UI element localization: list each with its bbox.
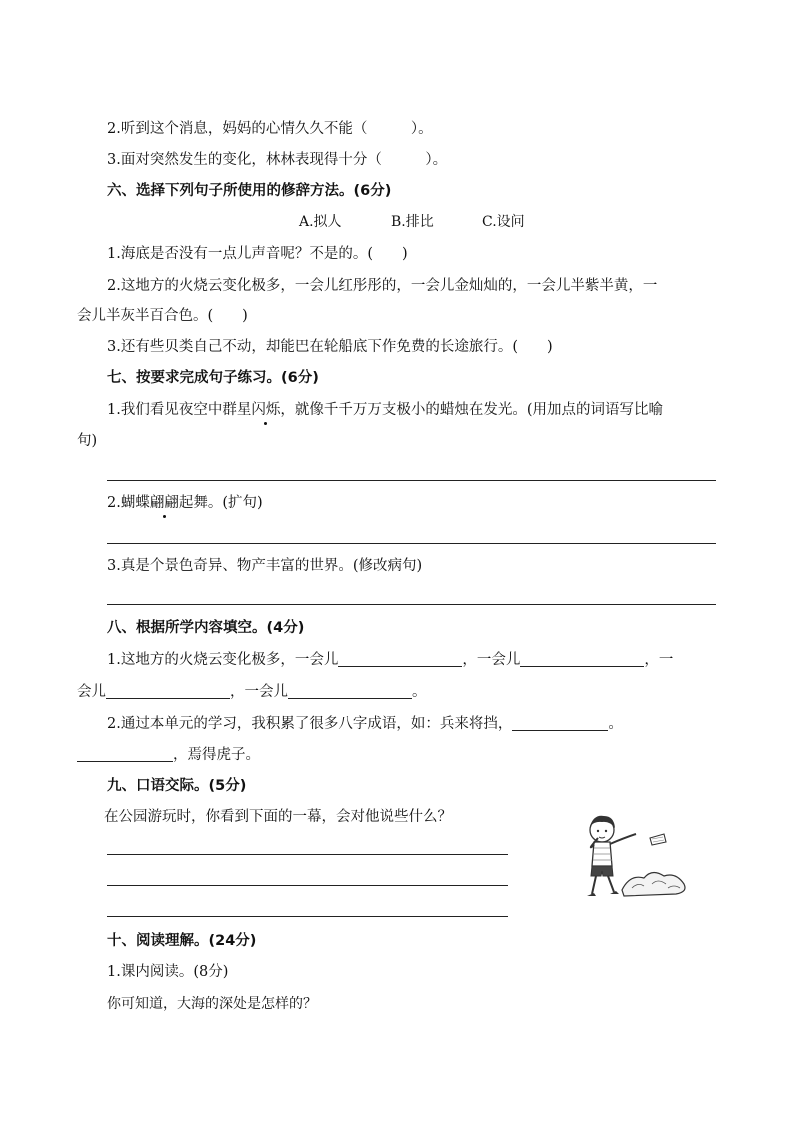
q8-1-text-c: ，一: [644, 652, 674, 668]
answer-line-7-2[interactable]: [107, 543, 716, 544]
section-9-prompt: 在公园游玩时，你看到下面的一幕，会对他说些什么？: [104, 809, 452, 825]
answer-line-9-2[interactable]: [107, 885, 508, 886]
q7-1-text-a: 1.我们看见夜空中群星: [107, 402, 252, 418]
question-8-1-line2: [77, 682, 427, 702]
question-5-3: 3.面对突然发生的变化，林林表现得十分（ ）。: [107, 152, 448, 168]
blank-8-1-b[interactable]: [520, 651, 644, 667]
q8-1-text-d: 会儿: [77, 684, 106, 700]
question-7-1-line2: 句): [77, 433, 98, 449]
blank-8-1-d[interactable]: [288, 683, 412, 699]
question-7-3: 3.真是个景色奇异、物产丰富的世界。(修改病句): [107, 558, 423, 574]
section-9-title: 九、口语交际。(5分): [107, 778, 247, 794]
q8-1-text-e: ，一会儿: [230, 684, 288, 700]
question-6-1: 1.海底是否没有一点儿声音呢？不是的。( ): [107, 246, 408, 262]
q8-1-text-b: ，一会儿: [462, 652, 521, 668]
section-6-title: 六、选择下列句子所使用的修辞方法。(6分): [107, 183, 392, 199]
blank-8-1-c[interactable]: [106, 683, 230, 699]
q7-2-text-b: 起舞。(扩句): [178, 495, 263, 511]
passage-first-line: 你可知道，大海的深处是怎样的？: [107, 996, 317, 1012]
question-8-1-line1: [107, 650, 673, 670]
blank-8-2-b[interactable]: [77, 746, 173, 762]
answer-line-9-3[interactable]: [107, 916, 508, 917]
boy-littering-illustration: [572, 808, 692, 908]
answer-line-7-3[interactable]: [107, 604, 716, 605]
blank-8-2-a[interactable]: [512, 715, 608, 731]
q7-1-text-b: ，就像千千万万支极小的蜡烛在发光。(用加点的词语写比喻: [280, 402, 663, 418]
q7-2-text-a: 2.蝴蝶: [107, 495, 150, 511]
question-8-2-line2: [77, 745, 260, 765]
question-7-2: [107, 493, 263, 513]
option-c: C.设问: [482, 214, 525, 230]
q8-2-text-a: 2.通过本单元的学习，我积累了很多八字成语，如：兵来将挡，: [107, 716, 513, 732]
question-6-2-line2: 会儿半灰半百合色。( ): [77, 308, 248, 324]
section-10-title: 十、阅读理解。(24分): [107, 933, 257, 949]
section-10-sub1: 1.课内阅读。(8分): [107, 964, 229, 980]
q8-1-text-f: 。: [412, 684, 427, 700]
question-8-2-line1: [107, 714, 623, 734]
question-6-2-line1: 2.这地方的火烧云变化极多，一会儿红彤彤的，一会儿金灿灿的，一会儿半紫半黄，一: [107, 278, 658, 294]
section-7-title: 七、按要求完成句子练习。(6分): [107, 370, 319, 386]
answer-line-7-1[interactable]: [107, 480, 716, 481]
dotted-word-shanshuo: 闪烁: [251, 402, 281, 418]
q8-2-text-c: ，焉得虎子。: [173, 747, 260, 763]
answer-line-9-1[interactable]: [107, 854, 508, 855]
question-5-2: 2.听到这个消息，妈妈的心情久久不能（ ）。: [107, 121, 433, 137]
dotted-word-pianpian: 翩翩: [149, 495, 179, 511]
option-b: B.排比: [391, 214, 434, 230]
question-7-1-line1: [107, 400, 663, 420]
q8-1-text-a: 1.这地方的火烧云变化极多，一会儿: [107, 652, 339, 668]
question-6-3: 3.还有些贝类自己不动，却能巴在轮船底下作免费的长途旅行。( ): [107, 339, 553, 355]
section-8-title: 八、根据所学内容填空。(4分): [107, 620, 305, 636]
blank-8-1-a[interactable]: [338, 651, 462, 667]
option-a: A.拟人: [299, 214, 342, 230]
q8-2-text-b: 。: [608, 716, 623, 732]
